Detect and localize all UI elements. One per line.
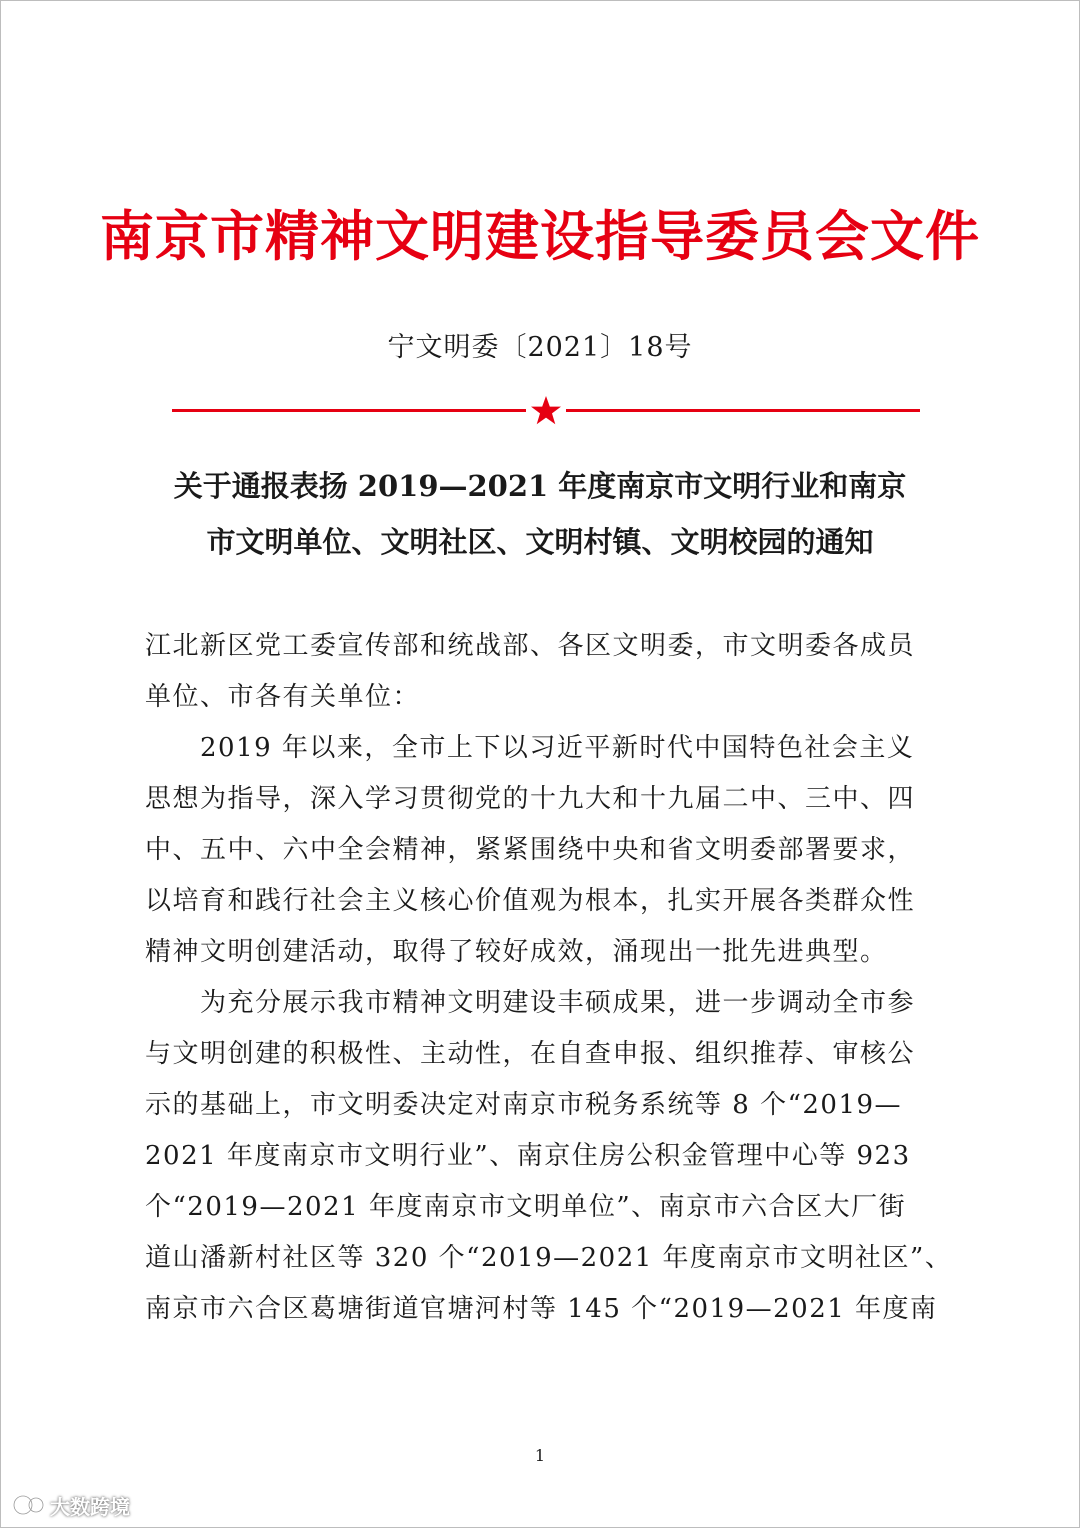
watermark-text: 大数跨境	[50, 1494, 130, 1519]
notice-title	[0, 458, 1080, 570]
body-line: 为充分展示我市精神文明建设丰硕成果，进一步调动全市参	[145, 988, 916, 1018]
divider-line-right	[566, 409, 920, 412]
body-line: 与文明创建的积极性、主动性，在自查申报、组织推荐、审核公	[145, 1039, 916, 1069]
document-header-title: 南京市精神文明建设指导委员会文件	[100, 204, 980, 268]
watermark	[12, 1490, 130, 1520]
body-line: 南京市六合区葛塘街道官塘河村等 145 个“2019—2021 年度南	[145, 1294, 938, 1324]
notice-body	[145, 621, 953, 1335]
body-line: 思想为指导，深入学习贯彻党的十九大和十九届二中、三中、四	[145, 784, 916, 814]
body-line: 以培育和践行社会主义核心价值观为根本，扎实开展各类群众性	[145, 886, 916, 916]
notice-title-line: 关于通报表扬 2019—2021 年度南京市文明行业和南京	[173, 469, 907, 503]
star-icon	[529, 394, 563, 428]
body-line: 个“2019—2021 年度南京市文明单位”、南京市六合区大厂街	[145, 1192, 907, 1222]
notice-title-line: 市文明单位、文明社区、文明村镇、文明校园的通知	[206, 525, 874, 559]
body-line: 单位、市各有关单位：	[145, 682, 421, 712]
body-line: 道山潘新村社区等 320 个“2019—2021 年度南京市文明社区”、	[145, 1243, 953, 1273]
body-line: 示的基础上，市文明委决定对南京市税务系统等 8 个“2019—	[145, 1090, 903, 1120]
document-number: 宁文明委〔2021〕18号	[387, 332, 693, 363]
body-line: 江北新区党工委宣传部和统战部、各区文明委，市文明委各成员	[145, 631, 916, 661]
body-line: 中、五中、六中全会精神，紧紧围绕中央和省文明委部署要求，	[145, 835, 916, 865]
page-number: 1	[534, 1446, 546, 1465]
body-line: 2019 年以来，全市上下以习近平新时代中国特色社会主义	[145, 733, 915, 763]
red-divider	[172, 394, 920, 428]
divider-line-left	[172, 409, 526, 412]
body-line: 2021 年度南京市文明行业”、南京住房公积金管理中心等 923	[145, 1141, 911, 1171]
body-line: 精神文明创建活动，取得了较好成效，涌现出一批先进典型。	[145, 937, 888, 967]
watermark-logo-icon	[12, 1492, 46, 1518]
